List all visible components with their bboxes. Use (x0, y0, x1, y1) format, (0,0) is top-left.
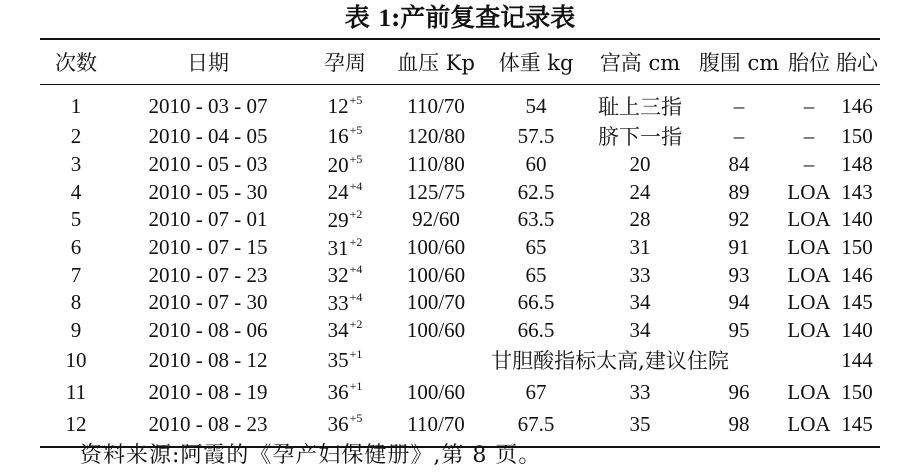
cell-blood-pressure: 110/70 (407, 93, 465, 118)
cell-date: 2010 - 07 - 30 (148, 290, 268, 315)
cell-blood-pressure: 100/60 (406, 317, 466, 342)
cell-fundal-height: 24 (629, 179, 651, 204)
cell-fundal-height: 33 (629, 262, 651, 287)
cell-date: 2010 - 05 - 03 (148, 152, 268, 177)
col-header-abdominal-circumference: 腹围 cm (694, 39, 784, 85)
cell-fetal-heart-rate: 144 (841, 347, 873, 372)
cell-fundal-height: 35 (586, 408, 694, 447)
cell-fetal-position: – (803, 152, 815, 177)
cell-fetal-position: LOA (787, 379, 831, 404)
title-prefix: 表 (344, 3, 370, 32)
cell-fetal-heart-rate: 150 (841, 235, 873, 260)
col-header-fetal-position: 胎位 (784, 39, 834, 85)
cell-count: 3 (70, 152, 82, 177)
cell-week (304, 317, 386, 345)
cell-fetal-position: LOA (787, 290, 831, 315)
cell-weight: 67.5 (486, 408, 586, 447)
table-row (40, 179, 880, 207)
cell-count: 12 (40, 408, 112, 447)
cell-blood-pressure: 110/80 (407, 152, 465, 177)
cell-weight: 66.5 (517, 290, 555, 315)
cell-week (304, 376, 386, 408)
week-number: 35 (327, 348, 349, 373)
table-row (40, 234, 880, 262)
week-plus-days: +1 (349, 379, 363, 394)
table-row (40, 121, 880, 151)
cell-fundal-height: 31 (629, 235, 651, 260)
cell-abdominal-circumference: – (733, 123, 745, 148)
col-header-blood-pressure: 血压 Kp (386, 39, 486, 85)
cell-abdominal-circumference: 89 (728, 179, 750, 204)
week-plus-days: +2 (349, 206, 363, 221)
cell-weight: 67 (525, 379, 547, 404)
cell-weight: 65 (525, 262, 547, 287)
week-number: 20 (327, 152, 349, 177)
cell-blood-pressure: 125/75 (406, 179, 466, 204)
week-plus-days: +4 (349, 289, 363, 304)
cell-count: 8 (70, 290, 82, 315)
cell-fetal-heart-rate: 148 (841, 152, 873, 177)
table-title (0, 2, 920, 35)
cell-abdominal-circumference: 93 (728, 262, 750, 287)
week-number: 34 (327, 318, 349, 343)
cell-fetal-position: LOA (784, 408, 834, 447)
cell-fetal-heart-rate: 146 (841, 93, 873, 118)
col-header-date: 日期 (112, 39, 304, 85)
cell-date: 2010 - 05 - 30 (148, 179, 268, 204)
table-row (40, 344, 880, 376)
week-number: 36 (327, 412, 349, 437)
week-plus-days: +5 (349, 411, 363, 426)
cell-blood-pressure: 100/60 (406, 235, 466, 260)
cell-count: 7 (70, 262, 82, 287)
cell-fundal-height: 33 (629, 379, 651, 404)
title-text: 产前复查记录表 (400, 3, 576, 32)
cell-date: 2010 - 08 - 06 (148, 317, 268, 342)
week-plus-days: +5 (349, 93, 363, 107)
cell-weight: 63.5 (517, 207, 555, 232)
cell-week (304, 85, 386, 122)
table-row (40, 206, 880, 234)
table-row (40, 376, 880, 408)
week-plus-days: +5 (349, 151, 363, 166)
cell-date: 2010 - 07 - 01 (148, 207, 268, 232)
week-number: 16 (327, 124, 349, 148)
cell-weight: 60 (525, 152, 547, 177)
cell-blood-pressure: 92/60 (412, 207, 460, 232)
cell-date: 2010 - 08 - 12 (148, 347, 268, 372)
cell-week (304, 261, 386, 289)
table-row (40, 85, 880, 122)
cell-weight: 54 (525, 93, 547, 118)
cell-fetal-position: LOA (787, 179, 831, 204)
table-row (40, 151, 880, 179)
col-header-fetal-heart-rate: 胎心 (834, 39, 880, 85)
week-plus-days: +4 (349, 262, 363, 277)
table-row (40, 261, 880, 289)
cell-weight: 65 (525, 235, 547, 260)
week-number: 29 (327, 207, 349, 232)
cell-abdominal-circumference: 84 (728, 152, 750, 177)
cell-count: 2 (70, 123, 82, 148)
cell-abdominal-circumference: 94 (728, 290, 750, 315)
cell-fundal-height: 20 (629, 152, 651, 177)
week-number: 32 (327, 263, 349, 288)
cell-fetal-position: LOA (787, 207, 831, 232)
week-plus-days: +4 (349, 179, 363, 194)
cell-date: 2010 - 03 - 07 (148, 93, 268, 118)
cell-fundal-height: 脐下一指 (598, 125, 682, 149)
cell-fetal-position: – (803, 93, 815, 118)
cell-date: 2010 - 07 - 23 (148, 262, 268, 287)
cell-week (304, 206, 386, 234)
week-number: 31 (327, 235, 349, 260)
cell-fetal-heart-rate: 143 (841, 179, 873, 204)
cell-fetal-heart-rate: 146 (841, 262, 873, 287)
cell-blood-pressure: 100/60 (406, 379, 466, 404)
cell-abdominal-circumference: 98 (694, 408, 784, 447)
cell-count: 4 (70, 179, 82, 204)
cell-fetal-heart-rate: 140 (841, 317, 873, 342)
cell-week (304, 234, 386, 262)
title-number: 1 (378, 5, 391, 32)
table-row (40, 289, 880, 317)
cell-date: 2010 - 08 - 19 (148, 379, 268, 404)
cell-weight: 62.5 (517, 179, 555, 204)
cell-blood-pressure: 110/70 (386, 408, 486, 447)
col-header-fundal-height: 宫高 cm (586, 39, 694, 85)
week-number: 24 (327, 180, 349, 205)
cell-week (304, 151, 386, 179)
cell-fetal-heart-rate: 150 (841, 123, 873, 148)
cell-fundal-height: 耻上三指 (598, 95, 682, 119)
week-plus-days: +1 (349, 347, 363, 362)
cell-week (304, 179, 386, 207)
cell-week (304, 121, 386, 151)
cell-count: 9 (70, 317, 82, 342)
week-number: 12 (327, 94, 349, 118)
cell-fetal-heart-rate: 145 (834, 408, 880, 447)
cell-hospitalization-note: 甘胆酸指标太高,建议住院 (491, 349, 729, 374)
week-number: 36 (327, 380, 349, 405)
cell-fetal-heart-rate: 150 (841, 379, 873, 404)
cell-fundal-height: 34 (629, 317, 651, 342)
cell-count: 10 (65, 347, 87, 372)
table-row (40, 317, 880, 345)
cell-fetal-heart-rate: 145 (841, 290, 873, 315)
cell-abdominal-circumference: – (733, 93, 745, 118)
cell-week (304, 344, 386, 376)
week-number: 33 (327, 290, 349, 315)
col-header-count: 次数 (40, 39, 112, 85)
cell-date: 2010 - 04 - 05 (148, 123, 268, 148)
cell-weight: 66.5 (517, 317, 555, 342)
cell-count: 6 (70, 235, 82, 260)
cell-date: 2010 - 08 - 23 (112, 408, 304, 447)
cell-abdominal-circumference: 95 (728, 317, 750, 342)
cell-fundal-height: 28 (629, 207, 651, 232)
cell-abdominal-circumference: 91 (728, 235, 750, 260)
cell-count: 1 (70, 93, 82, 118)
week-plus-days: +2 (349, 317, 363, 332)
cell-blood-pressure: 120/80 (406, 123, 466, 148)
cell-week (304, 289, 386, 317)
cell-count: 5 (70, 207, 82, 232)
col-header-weight: 体重 kg (486, 39, 586, 85)
cell-fundal-height: 34 (629, 290, 651, 315)
cell-fetal-position: LOA (787, 262, 831, 287)
cell-blood-pressure: 100/70 (406, 290, 466, 315)
cell-count: 11 (65, 379, 87, 404)
cell-abdominal-circumference: 92 (728, 207, 750, 232)
header-row (40, 39, 880, 85)
cell-fetal-heart-rate: 140 (841, 207, 873, 232)
week-plus-days: +2 (349, 234, 363, 249)
cell-fetal-position: – (803, 123, 815, 148)
cell-abdominal-circumference: 96 (728, 379, 750, 404)
cell-weight: 57.5 (517, 123, 555, 148)
cell-fetal-position: LOA (787, 317, 831, 342)
title-separator: : (390, 3, 401, 32)
week-plus-days: +5 (349, 123, 363, 137)
cell-date: 2010 - 07 - 15 (148, 235, 268, 260)
prenatal-record-table (40, 38, 880, 448)
cell-blood-pressure: 100/60 (406, 262, 466, 287)
cell-fetal-position: LOA (787, 235, 831, 260)
col-header-gestational-week: 孕周 (304, 39, 386, 85)
source-note: 资料来源:阿霞的《孕产妇保健册》,第 8 页。 (80, 443, 542, 468)
